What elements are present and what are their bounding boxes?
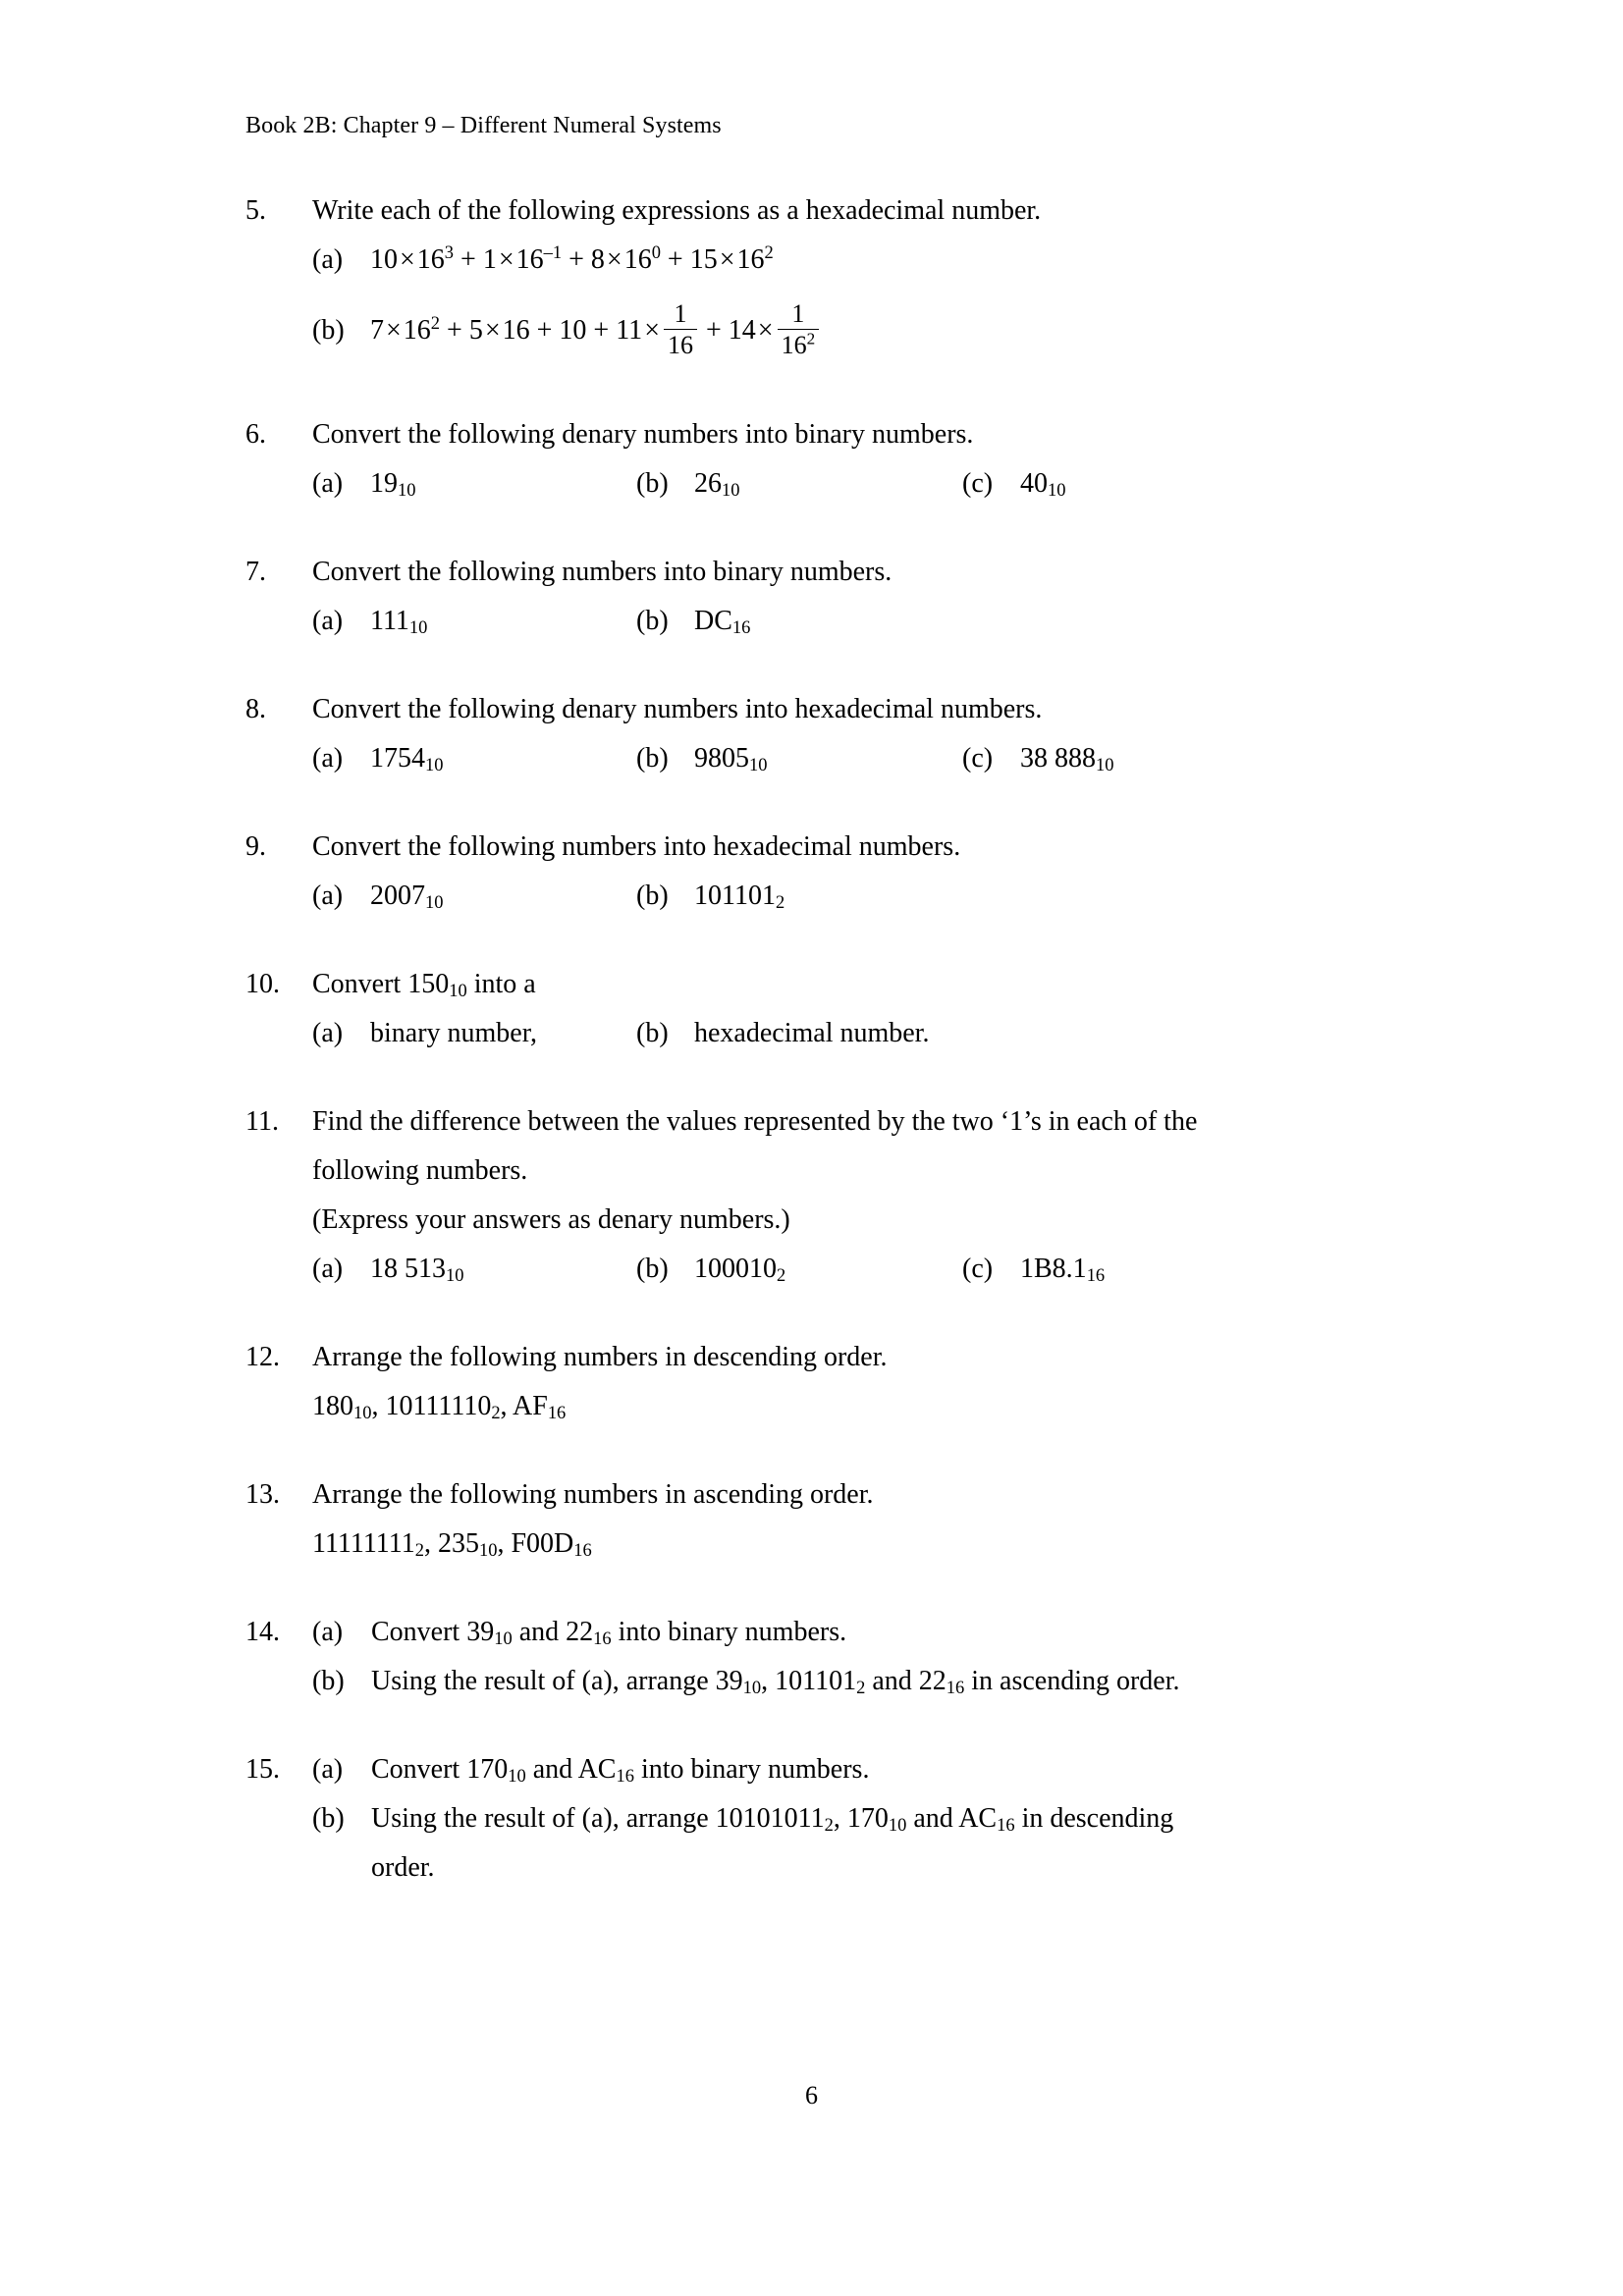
term-base: 16 xyxy=(515,244,544,275)
base-subscript: 10 xyxy=(425,892,444,913)
term-exp: 0 xyxy=(651,241,661,262)
base-subscript: 10 xyxy=(749,755,768,775)
base-subscript: 10 xyxy=(722,480,740,501)
base-subscript: 10 xyxy=(508,1766,526,1787)
question-14 xyxy=(0,1608,1623,1706)
fraction-one-over-sixteen xyxy=(664,299,697,361)
part-b xyxy=(312,294,821,367)
term-base: 16 xyxy=(502,315,530,346)
term-base: 16 xyxy=(736,244,765,275)
question-12 xyxy=(0,1333,1623,1431)
value-8b: $9805_{10}$ xyxy=(694,743,768,775)
base-subscript: 10 xyxy=(425,755,444,775)
running-header: Book 2B: Chapter 9 – Different Numeral Systems xyxy=(245,113,722,138)
part-label-a: (a) xyxy=(312,468,344,499)
part-a xyxy=(312,1009,537,1058)
value-7a: $111_{10}$ xyxy=(370,606,428,638)
question-number: 6. xyxy=(245,419,266,450)
term-exp: –1 xyxy=(543,241,563,262)
term-base: 16 xyxy=(623,244,652,275)
question-prompt-line-1: Find the difference between the values represented by the two ‘1’s in each of the xyxy=(312,1106,1198,1137)
question-11 xyxy=(0,1097,1623,1294)
expression-5a: $10\times 16^3 + 1\times 16^{-1} + 8\times 16^0 + 15\times 16^2$ xyxy=(370,241,774,275)
question-number: 13. xyxy=(245,1479,280,1510)
term-base: 16 xyxy=(416,244,445,275)
part-label-a: (a) xyxy=(312,1754,344,1785)
base-subscript: 2 xyxy=(414,1540,424,1561)
fraction-one-over-sixteen-squared xyxy=(778,299,820,361)
question-number: 5. xyxy=(245,195,266,226)
part-a xyxy=(312,236,774,285)
base-subscript: 10 xyxy=(888,1815,907,1836)
question-8-parts xyxy=(0,734,1623,783)
part-a-text: Convert $39_{10}$ and $22_{16}$ into binary numbers. xyxy=(371,1617,847,1649)
part-label-a: (a) xyxy=(312,743,344,774)
question-prompt: Convert the following denary numbers into binary numbers. xyxy=(312,419,974,450)
term-coef: 1 xyxy=(482,244,497,275)
base-subscript: 2 xyxy=(491,1403,501,1423)
base-subscript: 16 xyxy=(547,1403,567,1423)
base-subscript: 16 xyxy=(997,1815,1015,1836)
part-a xyxy=(312,597,427,646)
base-subscript: 16 xyxy=(593,1629,612,1649)
base-subscript: 2 xyxy=(777,1265,786,1286)
part-label-b: (b) xyxy=(636,606,669,636)
term-base: 16 xyxy=(403,315,431,346)
fraction-numerator: 1 xyxy=(778,299,820,330)
value-9b: $101101_2$ xyxy=(694,881,785,913)
exercise-question-list xyxy=(0,187,1623,1932)
value-8a: $1754_{10}$ xyxy=(370,743,444,775)
question-6-parts xyxy=(0,459,1623,508)
term-coef: 10 xyxy=(370,244,398,275)
part-label-b: (b) xyxy=(636,468,669,499)
value-6c: $40_{10}$ xyxy=(1020,468,1066,501)
part-label-a: (a) xyxy=(312,1617,344,1647)
part-c xyxy=(962,734,1113,783)
question-10 xyxy=(0,960,1623,1058)
base-subscript: 2 xyxy=(775,892,785,913)
part-label-b: (b) xyxy=(636,881,669,911)
value-8c: 38 $888_{10}$ xyxy=(1020,743,1114,775)
term-coef: 15 xyxy=(689,244,718,275)
question-8 xyxy=(0,685,1623,783)
base-subscript: 16 xyxy=(573,1540,592,1561)
question-9-parts xyxy=(0,872,1623,921)
base-subscript: 16 xyxy=(616,1766,634,1787)
term-exp: 3 xyxy=(444,241,455,262)
fraction-denominator: 16 xyxy=(667,331,693,360)
question-10-parts xyxy=(0,1009,1623,1058)
term-exp: 2 xyxy=(764,241,774,262)
base-subscript: 2 xyxy=(856,1678,866,1698)
value-10a: binary number, xyxy=(370,1018,537,1048)
value-10b: hexadecimal number. xyxy=(694,1018,930,1048)
denominator-exponent: 2 xyxy=(806,329,816,348)
base-subscript: 10 xyxy=(1048,480,1066,501)
term-coef: 11 xyxy=(616,315,643,346)
part-a xyxy=(312,872,443,921)
question-7-parts xyxy=(0,597,1623,646)
question-11-parts xyxy=(0,1245,1623,1294)
part-label-a: (a) xyxy=(312,1254,344,1284)
fraction-denominator: $16^2$ xyxy=(781,329,816,360)
number-list-13: $11111111_2$, $235_{10}$, $F00D_{16}$ xyxy=(312,1528,592,1561)
question-prompt: Write each of the following expressions as a hexadecimal number. xyxy=(312,195,1042,226)
part-label-b: (b) xyxy=(312,1666,345,1696)
part-b-text: Using the result of (a), arrange $10101011_2$, $170_{10}$ and $AC_{16}$ in descending xyxy=(371,1803,1174,1836)
question-5 xyxy=(0,187,1623,367)
term-coef: 8 xyxy=(590,244,605,275)
question-number: 14. xyxy=(245,1617,280,1647)
base-subscript: 10 xyxy=(408,617,428,638)
part-label-a: (a) xyxy=(312,606,344,636)
question-15 xyxy=(0,1745,1623,1893)
base-subscript: 16 xyxy=(1086,1265,1106,1286)
part-b xyxy=(636,597,750,646)
part-label-b: (b) xyxy=(312,315,345,346)
part-label-c: (c) xyxy=(962,743,994,774)
base-subscript: 10 xyxy=(494,1629,513,1649)
term-coef: 14 xyxy=(728,315,756,346)
part-label-b: (b) xyxy=(636,1018,669,1048)
part-b xyxy=(636,872,784,921)
question-prompt: Convert the following denary numbers into hexadecimal numbers. xyxy=(312,694,1043,724)
question-number: 15. xyxy=(245,1754,280,1785)
part-b xyxy=(636,459,739,508)
question-14-part-b xyxy=(312,1657,1180,1706)
part-label-c: (c) xyxy=(962,1254,994,1284)
part-label-c: (c) xyxy=(962,468,994,499)
question-prompt: Arrange the following numbers in ascending order. xyxy=(312,1479,874,1510)
base-subscript: 10 xyxy=(398,480,416,501)
part-label-a: (a) xyxy=(312,881,344,911)
value-6a: $19_{10}$ xyxy=(370,468,416,501)
value-11a: 18 $513_{10}$ xyxy=(370,1254,464,1286)
part-label-a: (a) xyxy=(312,244,344,275)
base-subscript: 2 xyxy=(824,1815,834,1836)
question-prompt: Convert the following numbers into binary numbers. xyxy=(312,557,893,587)
question-6 xyxy=(0,410,1623,508)
value-11c: $1B8.1_{16}$ xyxy=(1020,1254,1106,1286)
base-subscript: 10 xyxy=(353,1403,372,1423)
part-a xyxy=(312,1245,463,1294)
term-coef: 7 xyxy=(370,315,384,346)
base-subscript: 10 xyxy=(742,1678,762,1698)
question-number: 9. xyxy=(245,831,266,862)
question-7 xyxy=(0,548,1623,646)
part-b xyxy=(636,1245,785,1294)
question-13 xyxy=(0,1470,1623,1569)
question-9 xyxy=(0,823,1623,921)
question-prompt-line-2: following numbers. xyxy=(312,1155,528,1186)
question-number: 8. xyxy=(245,694,266,724)
part-b xyxy=(636,734,767,783)
base-subscript: 10 xyxy=(1096,755,1114,775)
question-prompt: Convert $150_{10}$ into a xyxy=(312,969,536,1001)
base-subscript: 10 xyxy=(446,1265,464,1286)
part-a-text: Convert $170_{10}$ and $AC_{16}$ into binary numbers. xyxy=(371,1754,870,1787)
base-subscript: 16 xyxy=(731,617,751,638)
part-c xyxy=(962,1245,1105,1294)
question-number: 10. xyxy=(245,969,280,999)
fraction-numerator: 1 xyxy=(664,299,697,330)
number-list-12: $180_{10}$, $10111110_2$, $AF_{16}$ xyxy=(312,1391,567,1423)
part-c xyxy=(962,459,1065,508)
question-15-part-a xyxy=(312,1745,869,1794)
question-5-part-a xyxy=(0,236,1623,285)
term-coef: 5 xyxy=(468,315,483,346)
part-a xyxy=(312,734,443,783)
part-label-b: (b) xyxy=(312,1803,345,1834)
base-subscript: 10 xyxy=(478,1540,498,1561)
question-5-part-b xyxy=(0,294,1623,367)
expression-5b: $7\times 16^2 + 5\times 16 + 10 + 11\times$ $\frac{1}{16}$ + 14× $\frac{1}{16^2}$ xyxy=(370,294,821,367)
part-label-a: (a) xyxy=(312,1018,344,1048)
base-subscript: 16 xyxy=(946,1678,965,1698)
page-number: 6 xyxy=(805,2081,818,2109)
part-label-b: (b) xyxy=(636,743,669,774)
term-constant: 10 xyxy=(559,315,587,346)
question-prompt: Convert the following numbers into hexadecimal numbers. xyxy=(312,831,961,862)
question-15-part-b xyxy=(312,1794,1173,1843)
question-prompt: Arrange the following numbers in descending order. xyxy=(312,1342,888,1372)
question-number: 12. xyxy=(245,1342,280,1372)
part-label-b: (b) xyxy=(636,1254,669,1284)
question-14-part-a xyxy=(312,1608,846,1657)
question-15-part-b-wrap: order. xyxy=(371,1852,435,1883)
value-7b: $DC_{16}$ xyxy=(694,606,751,638)
part-b-text: Using the result of (a), arrange $39_{10}$, $101101_2$ and $22_{16}$ in ascending order. xyxy=(371,1666,1180,1698)
value-11b: $100010_2$ xyxy=(694,1254,786,1286)
part-b xyxy=(636,1009,929,1058)
question-prompt-line-3: (Express your answers as denary numbers.) xyxy=(312,1204,790,1235)
part-a xyxy=(312,459,415,508)
question-number: 7. xyxy=(245,557,266,587)
base-subscript: 10 xyxy=(449,981,467,1001)
question-number: 11. xyxy=(245,1106,279,1137)
value-6b: $26_{10}$ xyxy=(694,468,740,501)
term-exp: 2 xyxy=(430,312,441,333)
value-9a: $2007_{10}$ xyxy=(370,881,444,913)
